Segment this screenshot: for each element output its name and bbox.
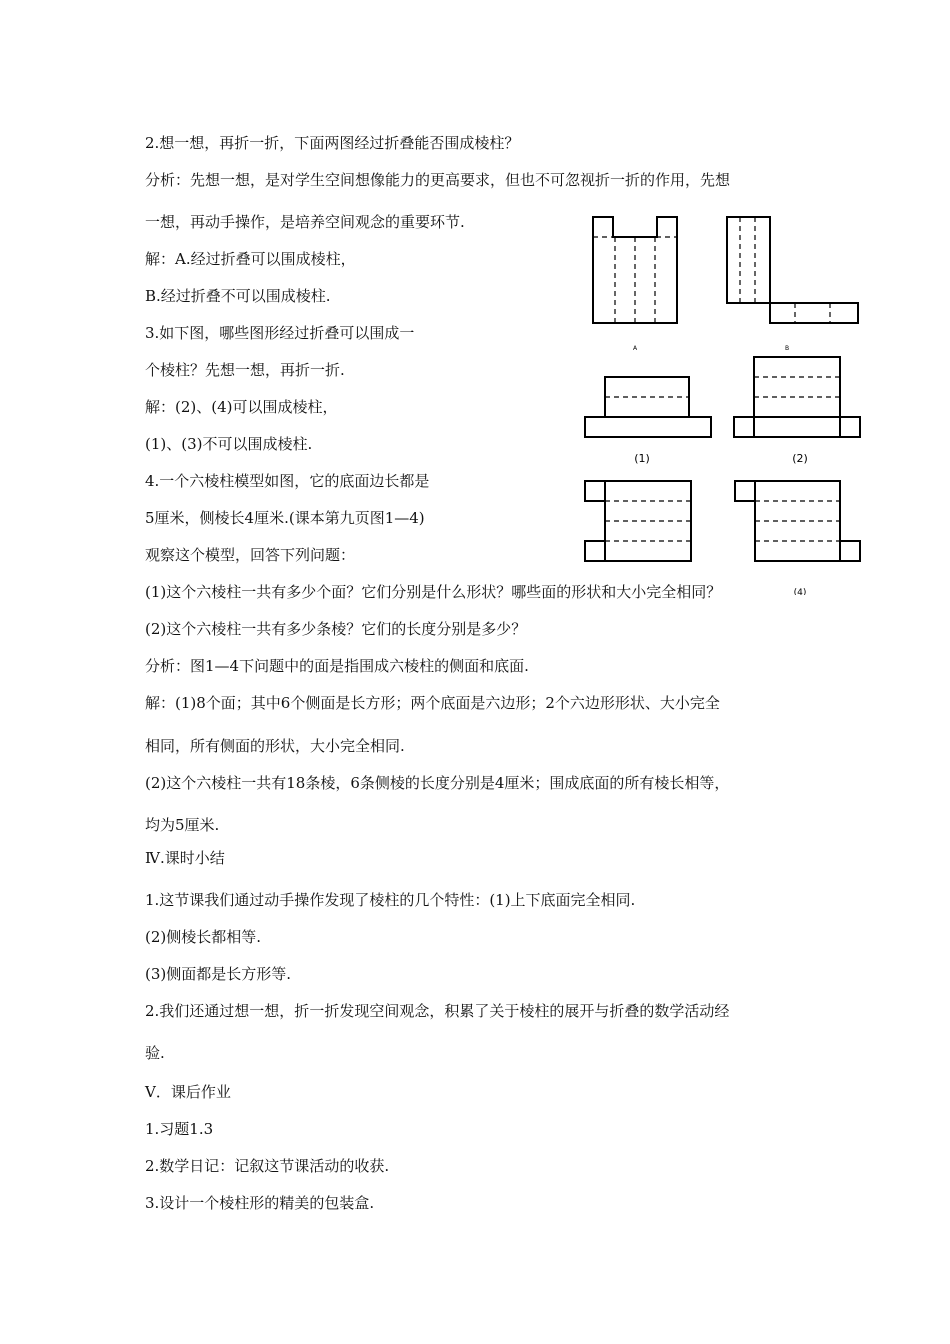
- text-line: 分析：先想一想，是对学生空间想像能力的更高要求，但也不可忽视折一折的作用，先想: [145, 171, 731, 189]
- text-line: 观察这个模型，回答下列问题：: [145, 546, 356, 564]
- text-line: (3)侧面都是长方形等.: [145, 965, 292, 983]
- text-line: 5厘米，侧棱长4厘米.(课本第九页图1—4): [145, 509, 425, 527]
- label-1: (1): [634, 452, 650, 465]
- text-line: 1.习题1.3: [145, 1120, 214, 1138]
- text-line: 2.想一想，再折一折，下面两图经过折叠能否围成棱柱？: [145, 134, 520, 152]
- text-line: 3.设计一个棱柱形的精美的包装盒.: [145, 1194, 375, 1212]
- prism-nets-figure: [580, 205, 870, 595]
- text-line: 均为5厘米.: [145, 816, 220, 834]
- text-line: 一想，再动手操作，是培养空间观念的重要环节.: [145, 213, 465, 231]
- net-b: [727, 217, 858, 323]
- text-line: (1)、(3)不可以围成棱柱.: [145, 435, 313, 453]
- label-2: (2): [792, 452, 808, 465]
- net-1: [585, 377, 711, 437]
- label-a: A: [632, 345, 638, 352]
- text-line: 1.这节课我们通过动手操作发现了棱柱的几个特性：(1)上下底面完全相同.: [145, 891, 636, 909]
- net-a: [593, 217, 677, 323]
- text-line: 解：(2)、(4)可以围成棱柱，: [145, 398, 338, 416]
- text-line: 个棱柱？先想一想，再折一折.: [145, 361, 345, 379]
- text-line: 验.: [145, 1044, 165, 1062]
- net-2: [734, 357, 860, 437]
- text-line: 分析：图1—4下问题中的面是指围成六棱柱的侧面和底面.: [145, 657, 529, 675]
- text-line: (1)这个六棱柱一共有多少个面？它们分别是什么形状？哪些面的形状和大小完全相同？: [145, 583, 722, 601]
- text-line: 解：(1)8个面；其中6个侧面是长方形；两个底面是六边形；2个六边形形状、大小完全: [145, 694, 720, 712]
- net-3: [585, 481, 691, 561]
- text-line: (2)这个六棱柱一共有多少条棱？它们的长度分别是多少？: [145, 620, 527, 638]
- section-heading: Ⅳ.课时小结: [145, 849, 225, 867]
- section-heading: Ⅴ．课后作业: [145, 1083, 231, 1101]
- text-line: 解：A.经过折叠可以围成棱柱，: [145, 250, 356, 268]
- text-line: 相同，所有侧面的形状，大小完全相同.: [145, 737, 405, 755]
- text-line: (2)这个六棱柱一共有18条棱，6条侧棱的长度分别是4厘米；围成底面的所有棱长相等，: [145, 774, 730, 792]
- text-line: B.经过折叠不可以围成棱柱.: [145, 287, 331, 305]
- text-line: 2.我们还通过想一想，折一折发现空间观念，积累了关于棱柱的展开与折叠的数学活动经: [145, 1002, 730, 1020]
- text-line: 3.如下图，哪些图形经过折叠可以围成一: [145, 324, 415, 342]
- label-4: (4): [793, 588, 807, 595]
- text-line: 4.一个六棱柱模型如图，它的底面边长都是: [145, 472, 430, 490]
- net-4: [735, 481, 860, 561]
- label-b: B: [784, 345, 790, 352]
- text-line: 2.数学日记：记叙这节课活动的收获.: [145, 1157, 390, 1175]
- text-line: (2)侧棱长都相等.: [145, 928, 262, 946]
